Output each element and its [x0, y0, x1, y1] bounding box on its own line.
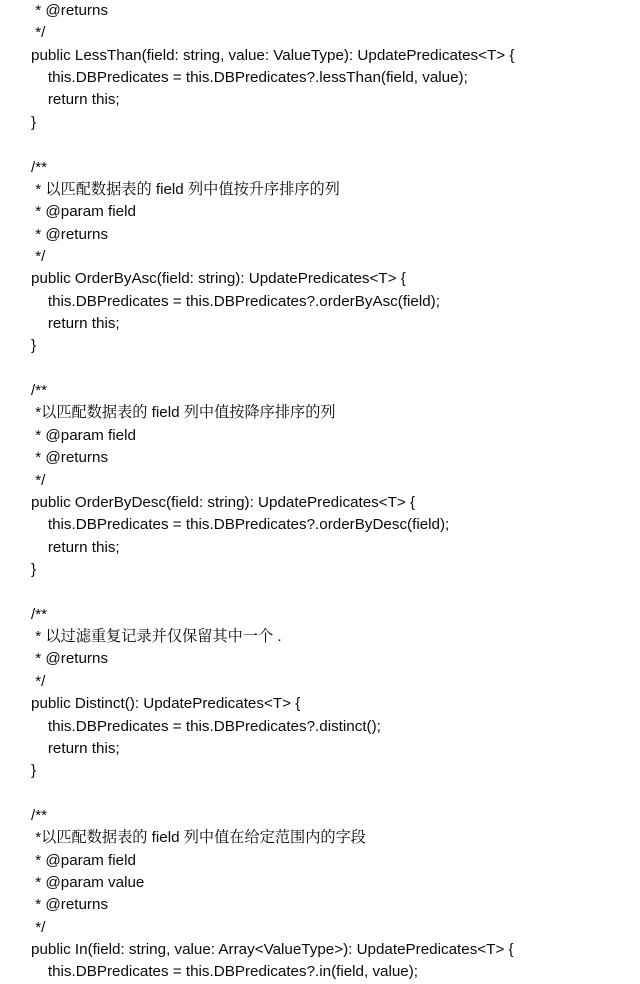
code-line: * @returns — [31, 449, 109, 467]
code-line: /** — [31, 605, 48, 623]
code-line: return this; — [31, 538, 120, 556]
code-line: */ — [31, 672, 46, 690]
code-line: return this; — [31, 91, 120, 109]
code-line — [31, 134, 632, 156]
code-line: } — [31, 762, 37, 780]
code-line: */ — [31, 24, 46, 42]
code-line: * @returns — [31, 896, 109, 914]
code-line: /** — [31, 158, 48, 176]
code-line: public LessThan(field: string, value: ValueType): UpdatePredicates<T> { — [31, 46, 515, 64]
code-line: } — [31, 560, 37, 578]
code-line: * @param value — [31, 874, 145, 892]
code-line: */ — [31, 471, 46, 489]
code-line: public In(field: string, value: Array<ValueType>): UpdatePredicates<T> { — [31, 941, 514, 959]
code-line: *以匹配数据表的 field 列中值在给定范围内的字段 — [31, 829, 366, 847]
code-line: this.DBPredicates = this.DBPredicates?.lessThan(field, value); — [31, 69, 468, 87]
code-line: public OrderByAsc(field: string): UpdatePredicates<T> { — [31, 270, 406, 288]
code-line: */ — [31, 918, 46, 936]
code-line — [31, 581, 632, 603]
code-line: * 以匹配数据表的 field 列中值按升序排序的列 — [31, 180, 340, 198]
code-line: public OrderByDesc(field: string): UpdatePredicates<T> { — [31, 493, 416, 511]
code-line: *以匹配数据表的 field 列中值按降序排序的列 — [31, 404, 336, 422]
code-line: return this; — [31, 739, 120, 757]
code-line: * 以过滤重复记录并仅保留其中一个 . — [31, 628, 282, 646]
code-line: this.DBPredicates = this.DBPredicates?.distinct(); — [31, 717, 381, 735]
code-line: public Distinct(): UpdatePredicates<T> { — [31, 695, 301, 713]
code-line: * @param field — [31, 426, 136, 444]
code-line: return this; — [31, 315, 120, 333]
code-line: */ — [31, 247, 46, 265]
code-line: this.DBPredicates = this.DBPredicates?.orderByAsc(field); — [31, 292, 440, 310]
code-line: * @returns — [31, 225, 109, 243]
code-line: } — [31, 337, 37, 355]
code-line — [31, 358, 632, 380]
code-line: * @returns — [31, 650, 109, 668]
code-block — [31, 0, 632, 984]
code-line — [31, 783, 632, 805]
code-line: * @returns — [31, 2, 109, 19]
code-line: } — [31, 113, 37, 131]
code-line: /** — [31, 382, 48, 400]
code-line: * @param field — [31, 851, 136, 869]
code-line: * @param field — [31, 203, 136, 221]
code-line: /** — [31, 806, 48, 824]
code-line: this.DBPredicates = this.DBPredicates?.in(field, value); — [31, 963, 419, 981]
code-line: this.DBPredicates = this.DBPredicates?.orderByDesc(field); — [31, 516, 450, 534]
